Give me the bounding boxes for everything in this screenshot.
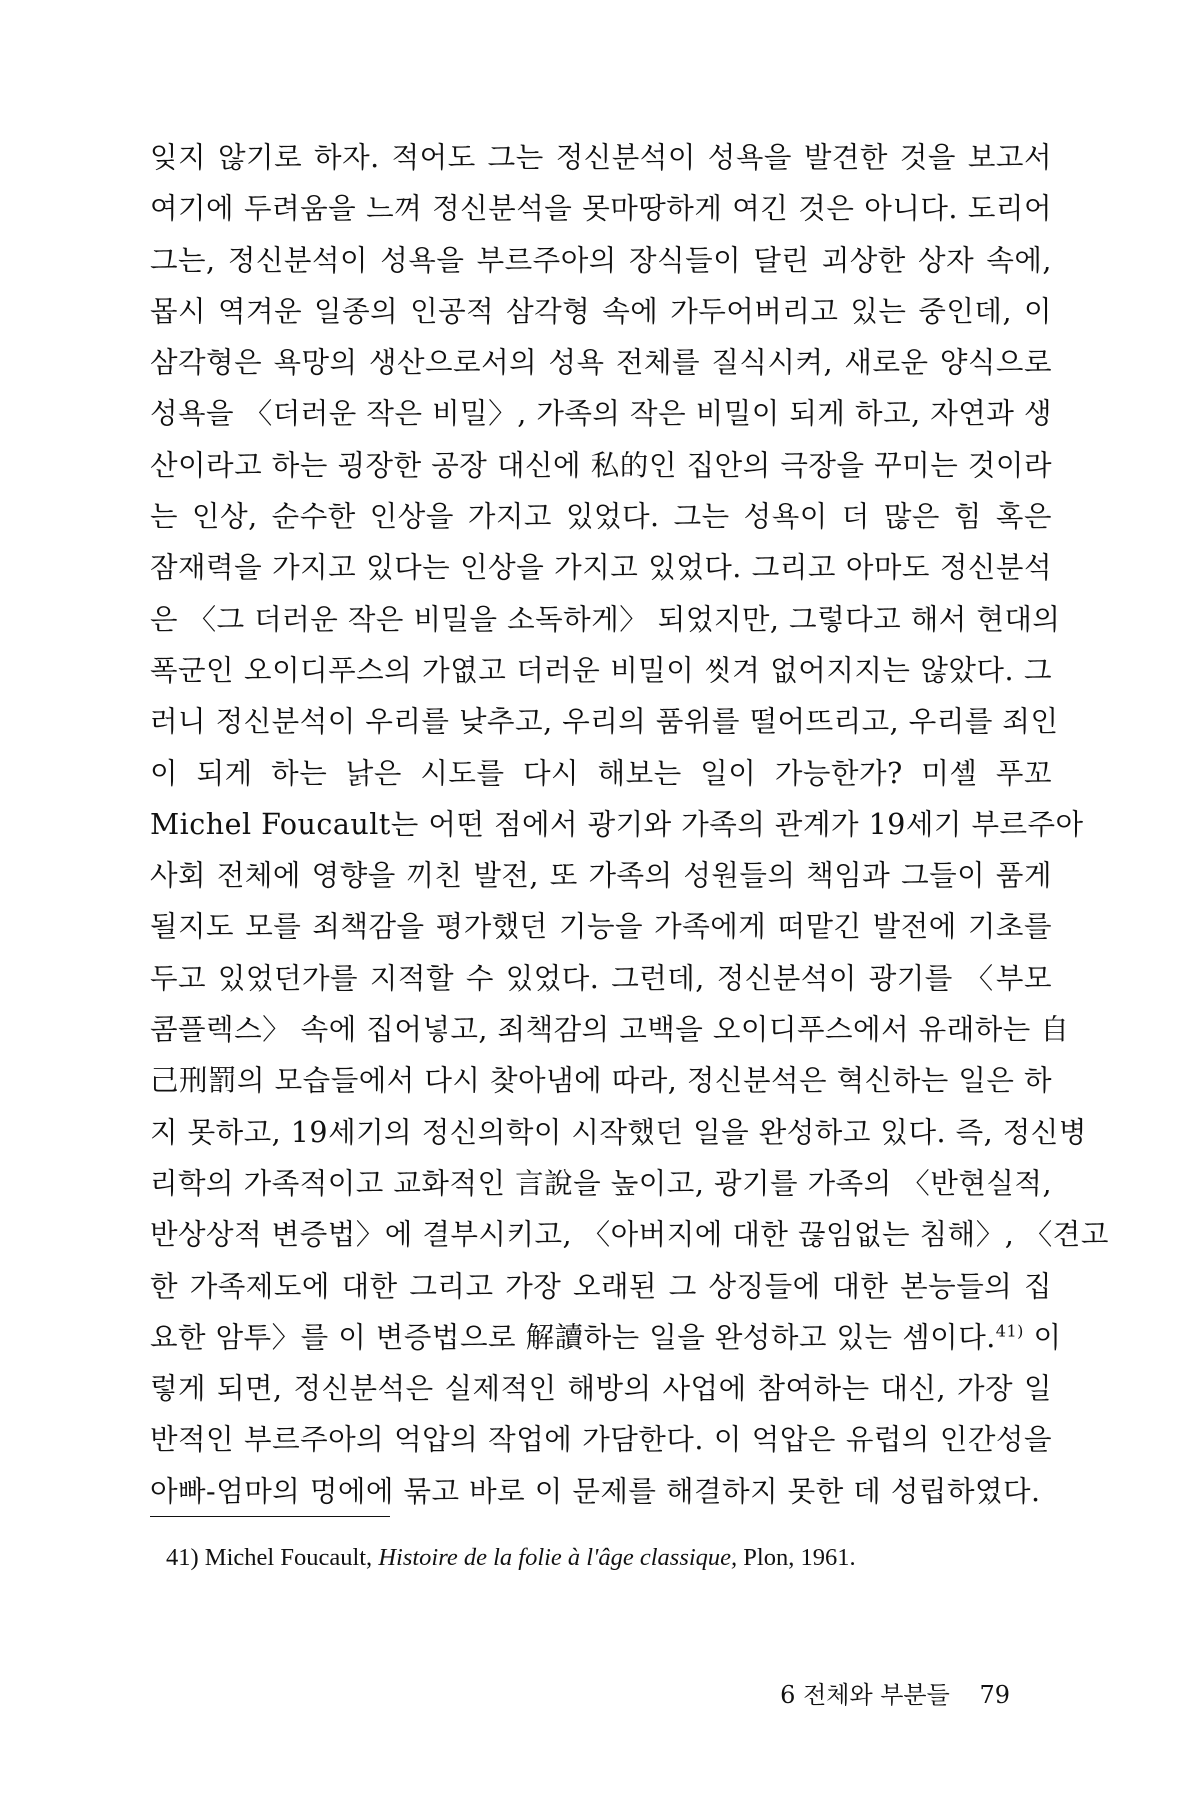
text-line-trailing: 이: [1023, 1320, 1062, 1354]
text-line: 그는, 정신분석이 성욕을 부르주아의 장식들이 달린 괴상한 상자 속에,: [150, 243, 1052, 277]
footnote-divider: [150, 1516, 390, 1517]
text-line: 사회 전체에 영향을 끼친 발전, 또 가족의 성원들의 책임과 그들이 품게: [150, 859, 1052, 893]
text-line: 폭군인 오이디푸스의 가엾고 더러운 비밀이 씻겨 없어지지는 않았다. 그: [150, 653, 1052, 687]
footnote-title: Histoire de la folie à l'âge classique,: [378, 1544, 738, 1571]
text-line: 은 〈그 더러운 작은 비밀을 소독하게〉 되었지만, 그렇다고 해서 현대의: [150, 602, 1061, 636]
text-line-content: 요한 암투〉를 이 변증법으로 解讀하는 일을 완성하고 있는 셈이다.: [150, 1320, 996, 1354]
text-line: 이 되게 하는 낡은 시도를 다시 해보는 일이 가능한가? 미셸 푸꼬: [150, 756, 1052, 790]
running-footer: [780, 1678, 1010, 1712]
text-line: 여기에 두려움을 느껴 정신분석을 못마땅하게 여긴 것은 아니다. 도리어: [150, 192, 1052, 226]
text-line: 반적인 부르주아의 억압의 작업에 가담한다. 이 억압은 유럽의 인간성을: [150, 1423, 1052, 1457]
text-line: 성욕을 〈더러운 작은 비밀〉, 가족의 작은 비밀이 되게 하고, 자연과 생: [150, 397, 1052, 431]
text-line: 잊지 않기로 하자. 적어도 그는 정신분석이 성욕을 발견한 것을 보고서: [150, 141, 1052, 174]
text-line: 己刑罰의 모습들에서 다시 찾아냄에 따라, 정신분석은 혁신하는 일은 하: [150, 1064, 1052, 1098]
text-line: 잠재력을 가지고 있다는 인상을 가지고 있었다. 그리고 아마도 정신분석: [150, 551, 1052, 585]
text-line: 콤플렉스〉 속에 집어넣고, 죄책감의 고백을 오이디푸스에서 유래하는 自: [150, 1013, 1070, 1047]
text-line: 렇게 되면, 정신분석은 실제적인 해방의 사업에 참여하는 대신, 가장 일: [150, 1372, 1052, 1406]
text-line: 는 인상, 순수한 인상을 가지고 있었다. 그는 성욕이 더 많은 힘 혹은: [150, 500, 1052, 534]
text-line: 두고 있었던가를 지적할 수 있었다. 그런데, 정신분석이 광기를 〈부모: [150, 961, 1052, 995]
body-text: [150, 132, 1109, 1517]
text-line: 반상상적 변증법〉에 결부시키고, 〈아버지에 대한 끊임없는 침해〉, 〈견고: [150, 1218, 1109, 1252]
text-line: 산이라고 하는 굉장한 공장 대신에 私的인 집안의 극장을 꾸미는 것이라: [150, 448, 1052, 482]
text-line: 몹시 역겨운 일종의 인공적 삼각형 속에 가두어버리고 있는 중인데, 이: [150, 294, 1052, 328]
chapter-title: 6 전체와 부분들: [780, 1681, 950, 1709]
footnote: [166, 1540, 1066, 1576]
text-line: 한 가족제도에 대한 그리고 가장 오래된 그 상징들에 대한 본능들의 집: [150, 1269, 1052, 1303]
text-line: 될지도 모를 죄책감을 평가했던 기능을 가족에게 떠맡긴 발전에 기초를: [150, 910, 1052, 944]
footnote-ref-marker: 41): [995, 1321, 1024, 1341]
text-line: 러니 정신분석이 우리를 낮추고, 우리의 품위를 떨어뜨리고, 우리를 죄인: [150, 705, 1059, 739]
text-line: 리학의 가족적이고 교화적인 言說을 높이고, 광기를 가족의 〈반현실적,: [150, 1166, 1052, 1200]
text-line-with-footnote-ref: [150, 1312, 1062, 1363]
text-line: 지 못하고, 19세기의 정신의학이 시작했던 일을 완성하고 있다. 즉, 정신병: [150, 1115, 1087, 1149]
text-line: 삼각형은 욕망의 생산으로서의 성욕 전체를 질식시켜, 새로운 양식으로: [150, 346, 1052, 380]
footnote-publisher-year: Plon, 1961.: [743, 1544, 856, 1571]
footnote-author: Michel Foucault,: [204, 1544, 373, 1571]
text-line: Michel Foucault는 어떤 점에서 광기와 가족의 관계가 19세기 부르주아: [150, 807, 1084, 841]
page-number: 79: [979, 1681, 1010, 1709]
footnote-number: 41): [166, 1544, 199, 1571]
text-line: 아빠-엄마의 멍에에 묶고 바로 이 문제를 해결하지 못한 데 성립하였다.: [150, 1474, 1041, 1508]
